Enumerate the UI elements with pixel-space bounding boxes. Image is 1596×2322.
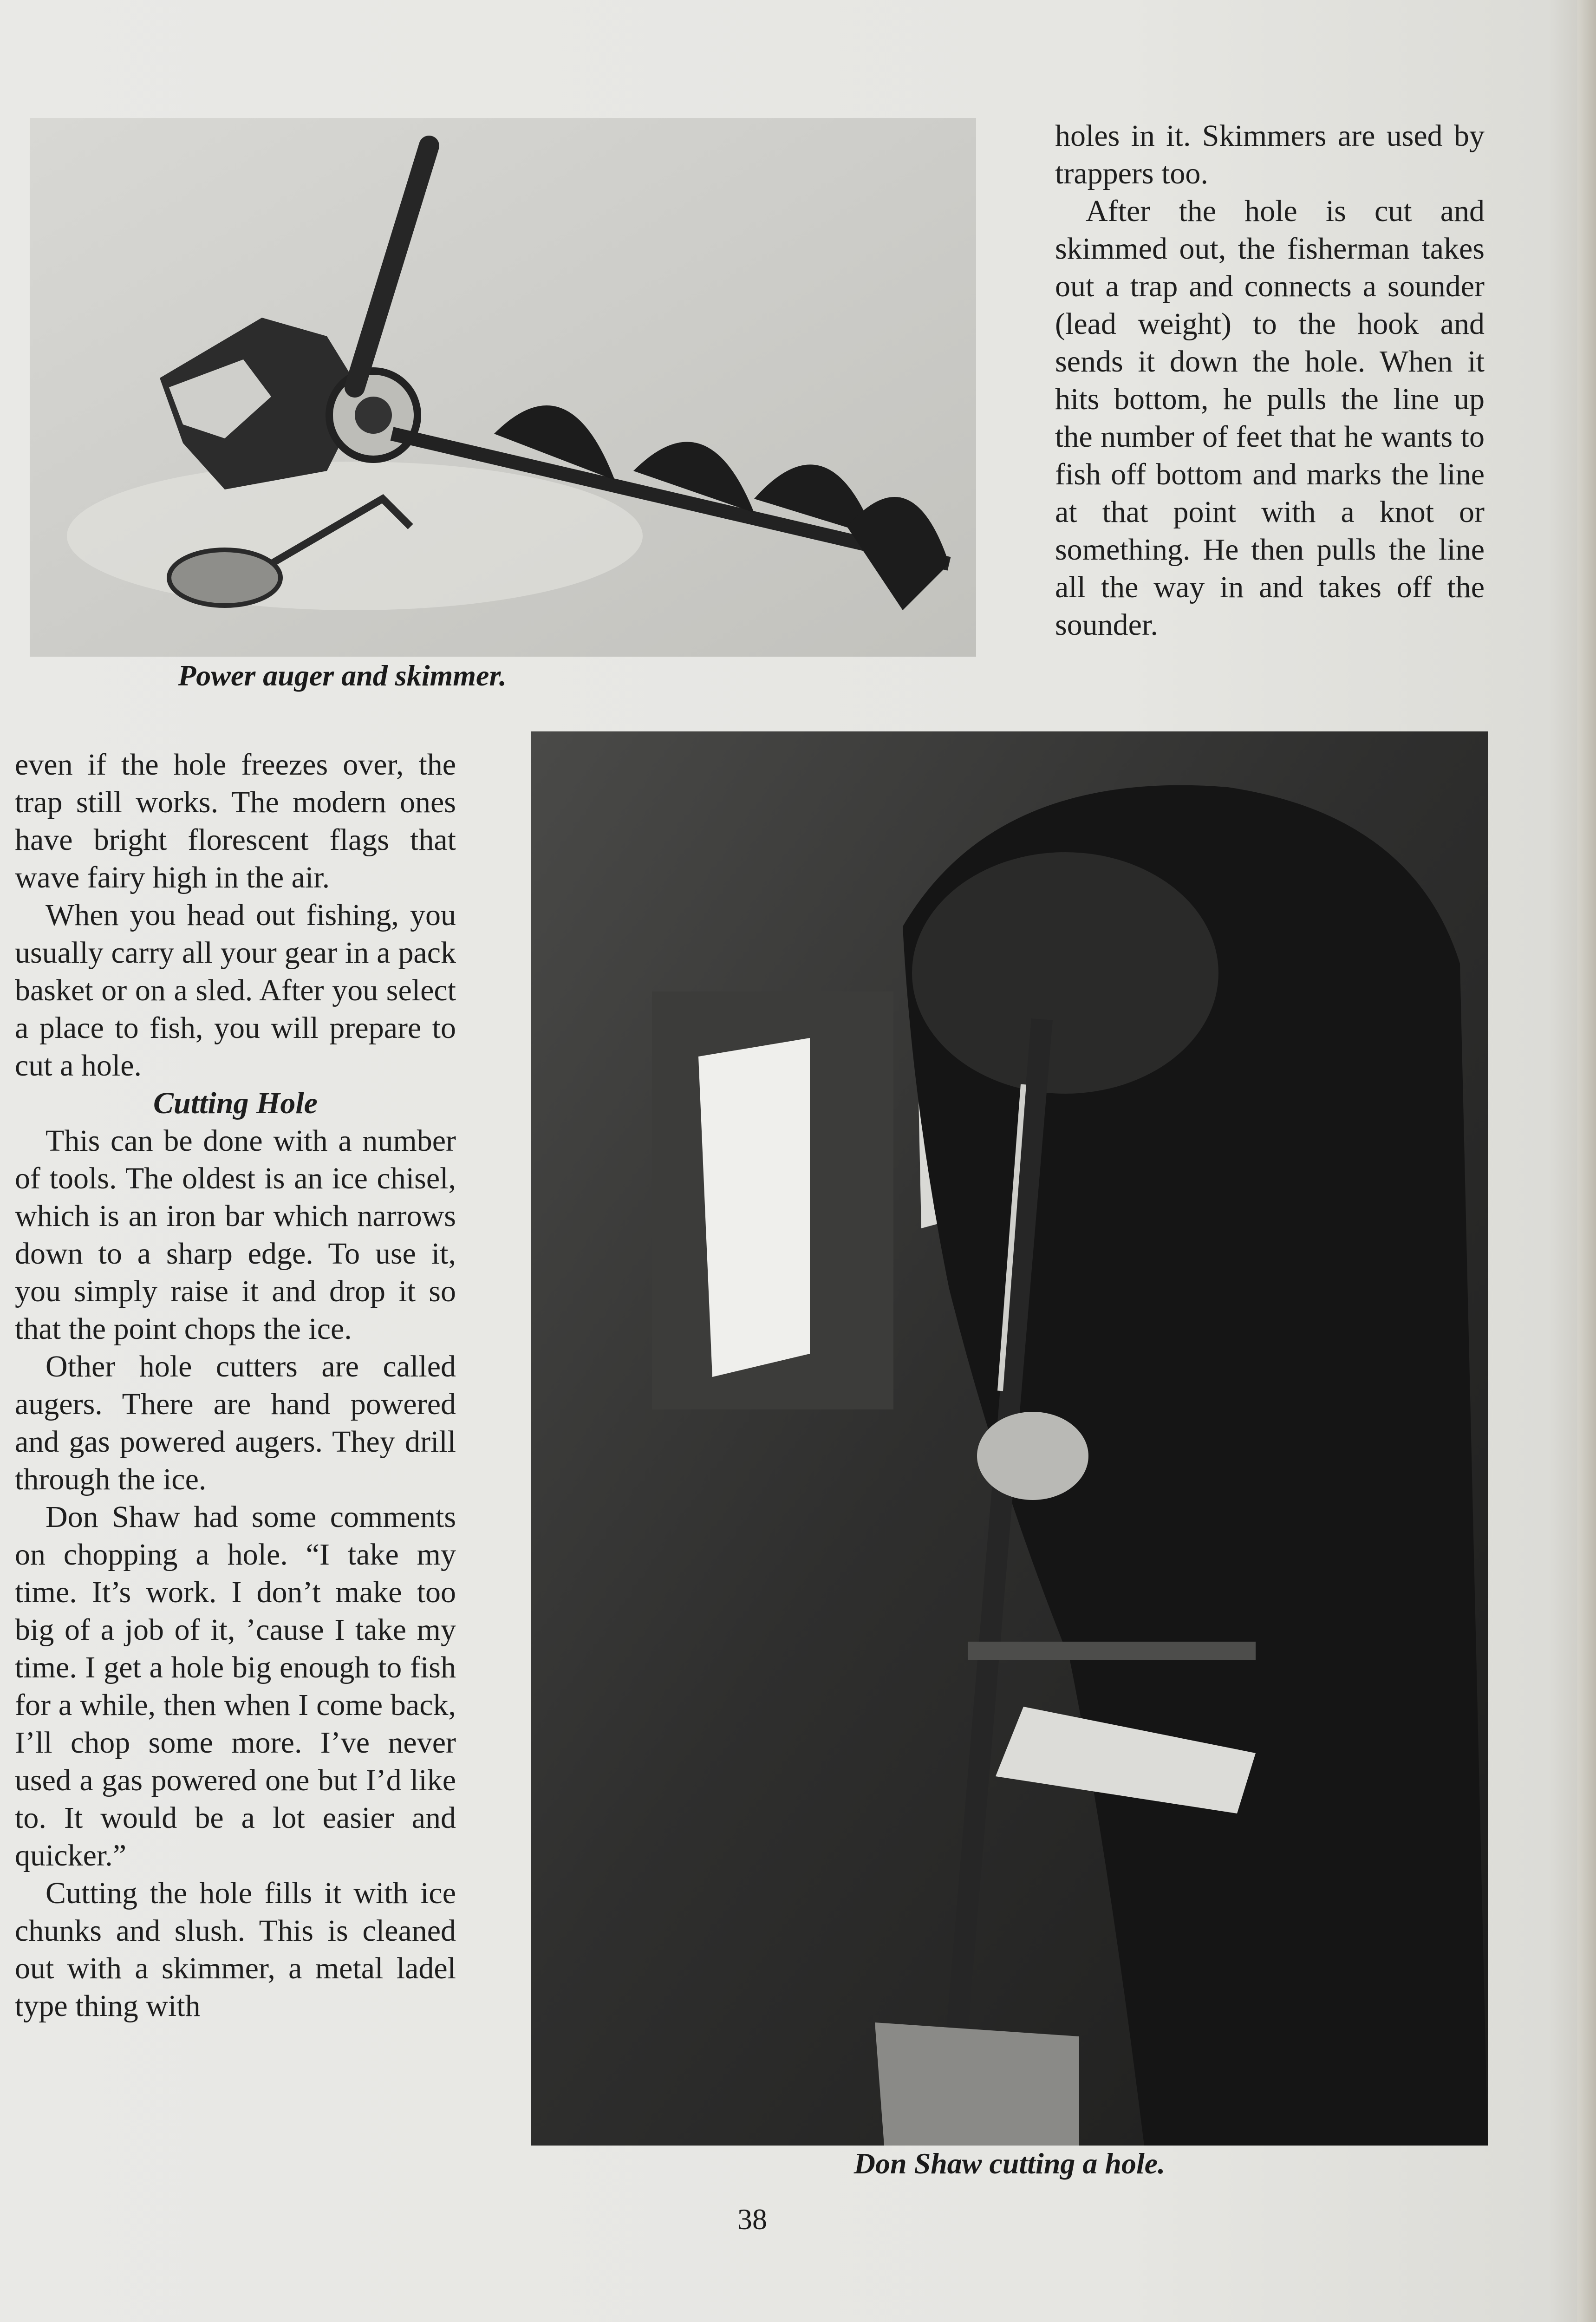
auger-illustration xyxy=(30,118,976,657)
photo-caption-top: Power auger and skimmer. xyxy=(178,659,507,692)
paragraph: holes in it. Skimmers are used by trappers too. xyxy=(1055,119,1485,190)
photo-power-auger xyxy=(30,118,976,657)
photo-don-shaw xyxy=(531,731,1488,2146)
paragraph: This can be done with a number of tools. The oldest is an ice chisel, which is an iron bar which narrows down to a sharp edge. To use it, you simply raise it and drop it so that the point chops the ice. xyxy=(15,1124,456,1346)
window-left xyxy=(698,1038,810,1377)
paragraph: Other hole cutters are called augers. There are hand powered and gas powered augers. They drill through the ice. xyxy=(15,1350,456,1496)
page-edge xyxy=(1577,0,1596,2322)
photo-caption-main: Don Shaw cutting a hole. xyxy=(853,2147,1166,2180)
left-text-column xyxy=(15,746,456,2025)
section-subhead: Cutting Hole xyxy=(153,1086,318,1120)
paragraph: When you head out fishing, you usually carry all your gear in a pack basket or on a sled. After you select a place to fish, you will prepare to cut a hole. xyxy=(15,898,456,1083)
paragraph: After the hole is cut and skimmed out, the fisherman takes out a trap and connects a sounder (lead weight) to the hook and sends it down the hole. When it hits bottom, he pulls the line up the number of feet that he wants to fish off bottom and marks the line at that point with a knot or something. He then pulls the line all the way in and takes off the sounder. xyxy=(1055,194,1485,642)
page-number: 38 xyxy=(737,2203,767,2236)
ice-shanty-illustration xyxy=(531,731,1488,2146)
right-text-column xyxy=(1055,117,1485,644)
paragraph: Don Shaw had some comments on chopping a hole. “I take my time. It’s work. I don’t make too big of a job of it, ’cause I take my time. I get a hole big enough to fish for a while, then when I come back, I’ll chop some more. I’ve never used a gas powered one but I’d like to. It would be a lot easier and quicker.” xyxy=(15,1500,456,1872)
paragraph: even if the hole freezes over, the trap still works. The modern ones have bright florescent flags that wave fairy high in the air. xyxy=(15,748,456,894)
paragraph: Cutting the hole fills it with ice chunks and slush. This is cleaned out with a skimmer, a metal ladel type thing with xyxy=(15,1876,456,2023)
